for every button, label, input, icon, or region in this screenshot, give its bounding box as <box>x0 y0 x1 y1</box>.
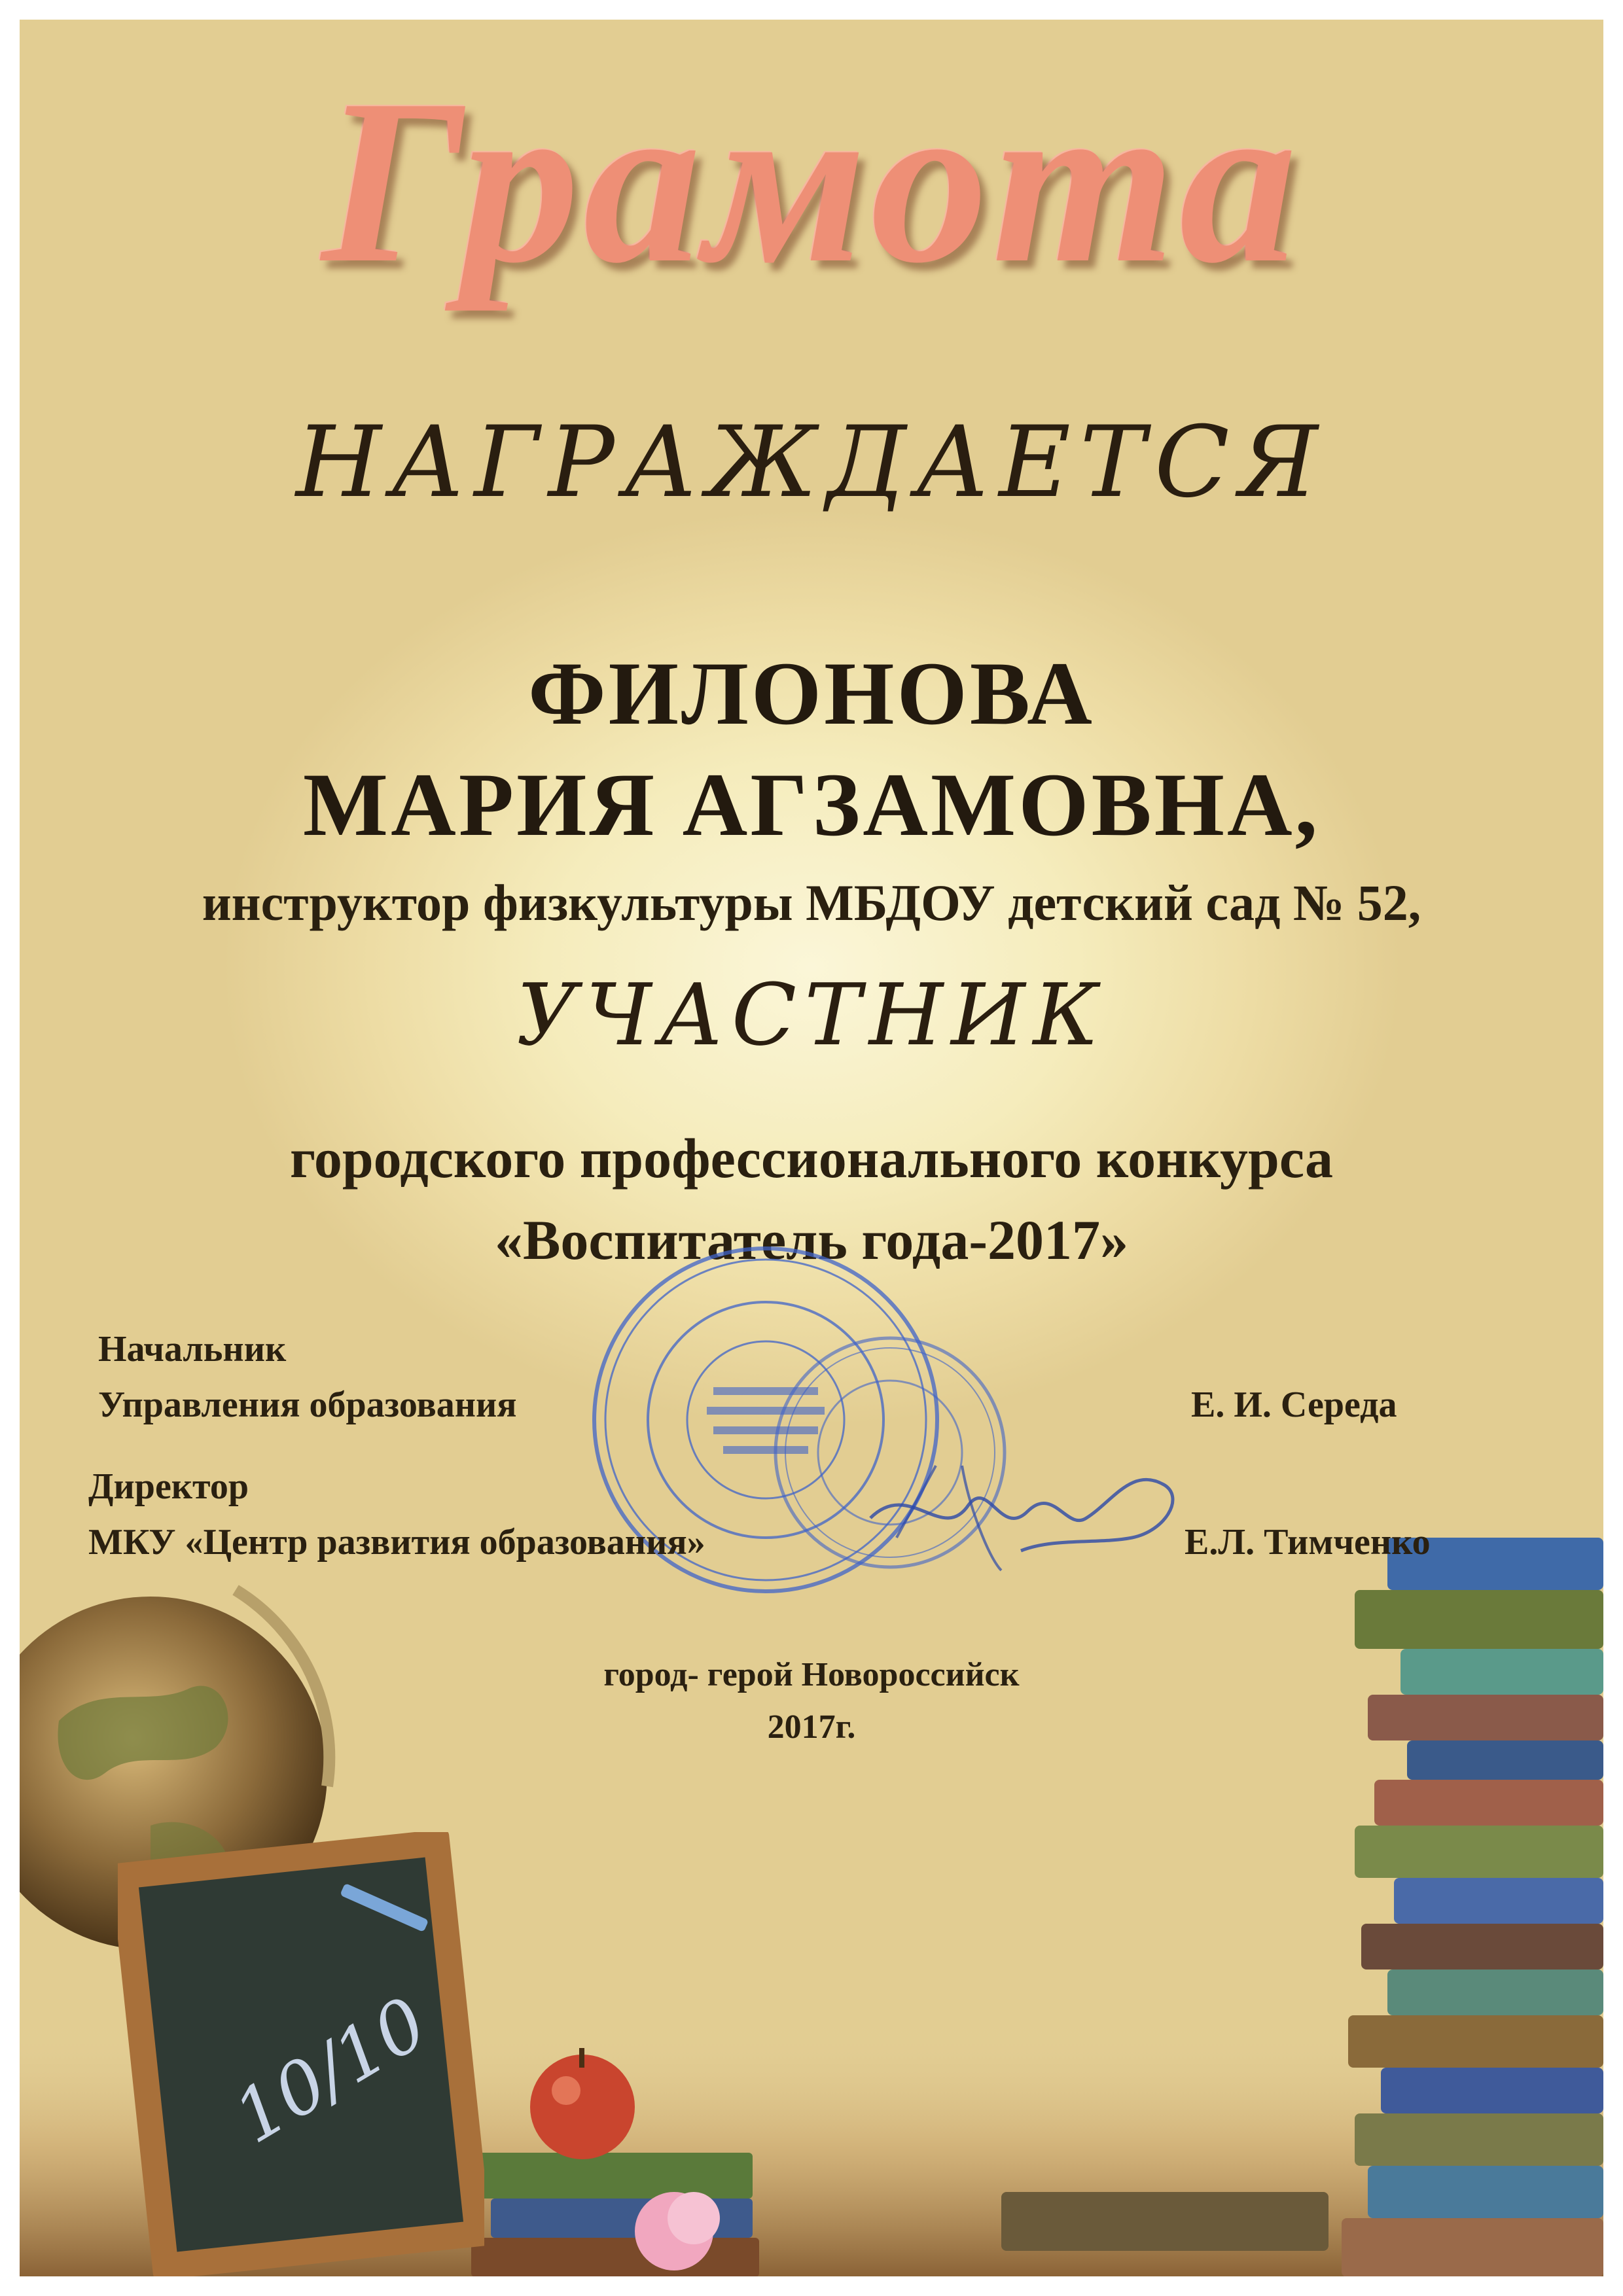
signer2-name: Е.Л. Тимченко <box>1185 1522 1431 1563</box>
year-line: 2017г. <box>767 1708 856 1746</box>
signer1-title: Начальник <box>98 1329 287 1369</box>
chalkboard-score: 10/10 <box>219 1981 441 2160</box>
recipient-surname: ФИЛОНОВА <box>528 643 1095 743</box>
handwritten-signature <box>857 1439 1198 1590</box>
recipient-name: МАРИЯ АГЗАМОВНА, <box>302 754 1321 855</box>
signer2-organization: МКУ «Центр развития образования» <box>88 1522 705 1563</box>
signer1-organization: Управления образования <box>98 1385 517 1425</box>
certificate <box>20 20 1603 2276</box>
book-stack-illustration <box>1329 1525 1603 2276</box>
city-line: город- герой Новороссийск <box>603 1656 1020 1693</box>
contest-name: «Воспитатель года-2017» <box>495 1209 1128 1271</box>
chalkboard-illustration <box>118 1832 484 2276</box>
certificate-title: Грамота <box>321 50 1302 311</box>
signer1-name: Е. И. Середа <box>1191 1385 1397 1425</box>
recipient-position: инструктор физкультуры МБДОУ детский сад № 52, <box>202 874 1421 931</box>
signer2-title: Директор <box>88 1466 249 1507</box>
participant-status: УЧАСТНИК <box>516 965 1107 1065</box>
contest-description: городского профессионального конкурса <box>289 1127 1334 1190</box>
awarded-heading: НАГРАЖДАЕТСЯ <box>296 406 1327 520</box>
